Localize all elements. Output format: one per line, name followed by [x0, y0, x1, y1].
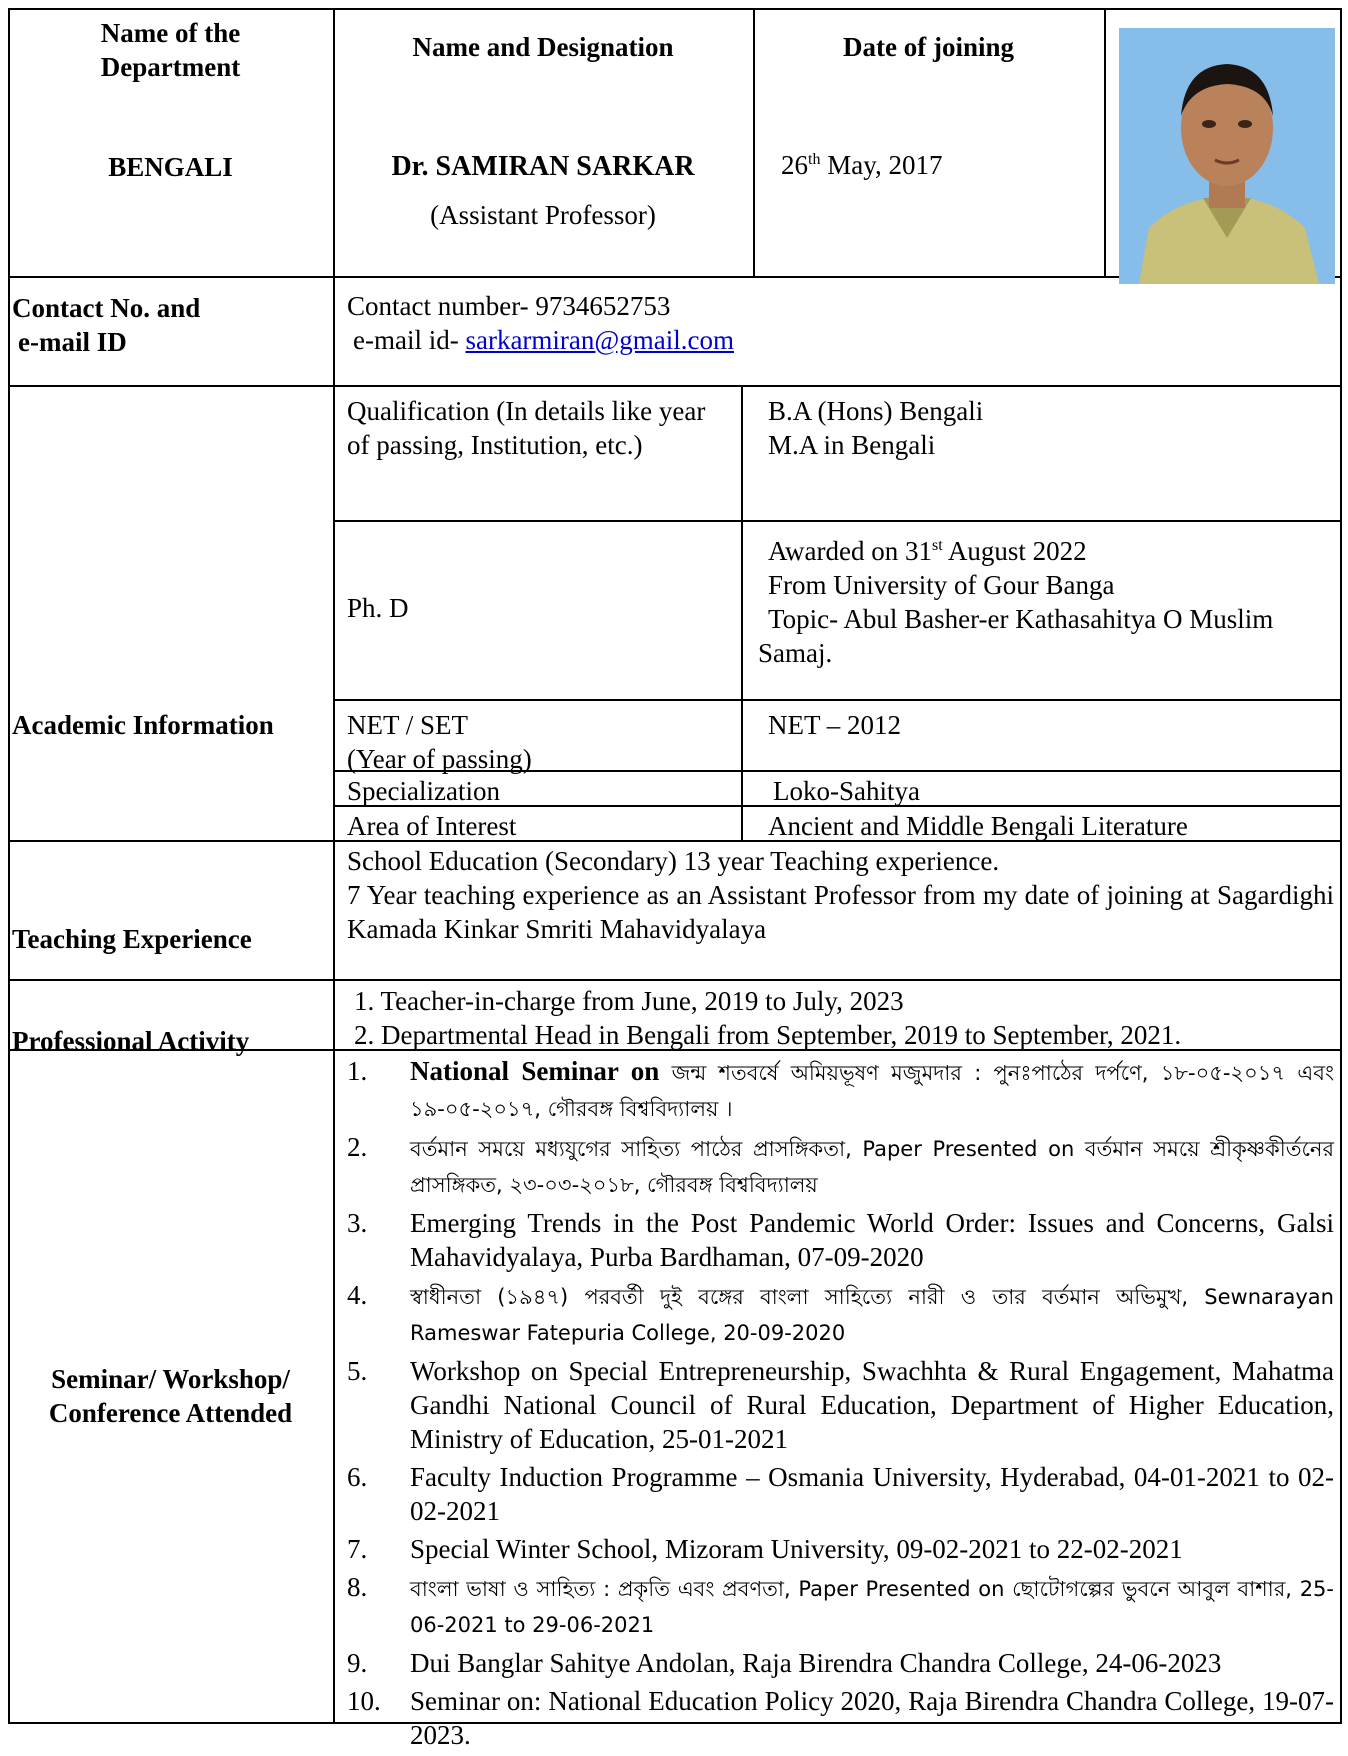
list-item: 7. Special Winter School, Mizoram University, 09-02-2021 to 22-02-2021 — [347, 1534, 1183, 1564]
department-column-header: Name of the Department — [100, 18, 241, 82]
list-item: 6. Faculty Induction Programme – Osmania University, Hyderabad, 04-01-2021 to 02-02-2021 — [347, 1462, 1334, 1526]
person-portrait-icon — [1119, 28, 1335, 284]
specialization-value: Loko-Sahitya — [773, 776, 920, 806]
table-border-top — [8, 8, 1342, 10]
professional-activity-label: Professional Activity — [12, 1026, 250, 1056]
academic-information-label: Academic Information — [12, 710, 274, 740]
row-divider — [8, 385, 1342, 387]
seminar-list — [347, 1054, 1334, 1756]
teaching-experience-text: School Education (Secondary) 13 year Teaching experience. 7 Year teaching experience as an Assistant Professor from my date of joining at Sagardighi Kamada Kinkar Smriti Mahavidyalaya — [347, 846, 1334, 944]
faculty-name-designation — [333, 150, 753, 232]
teaching-experience-label: Teaching Experience — [12, 924, 252, 954]
net-value: NET – 2012 — [768, 710, 901, 740]
list-item: 5. Workshop on Special Entrepreneurship, Swachhta & Rural Engagement, Mahatma Gandhi National Council of Rural Education, Department of Higher Education, Ministry of Education, 25-01-2021 — [347, 1356, 1334, 1454]
list-item: 3. Emerging Trends in the Post Pandemic World Order: Issues and Concerns, Galsi Mahavidyalaya, Purba Bardhaman, 07-09-2020 — [347, 1208, 1334, 1272]
list-item: 1. Teacher-in-charge from June, 2019 to July, 2023 — [354, 986, 904, 1016]
row-divider — [333, 699, 1342, 701]
row-divider — [333, 520, 1342, 522]
column-divider — [333, 8, 335, 1724]
date-column-header: Date of joining — [843, 32, 1014, 62]
row-divider — [8, 979, 1342, 981]
list-item: 10. Seminar on: National Education Policy 2020, Raja Birendra Chandra College, 19-07-2023. — [347, 1686, 1334, 1750]
professional-activity-list — [347, 984, 1181, 1052]
list-item: 1. National Seminar on জন্ম শতবর্ষে অমিয়ভূষণ মজুমদার : পুনঃপাঠের দর্পণে, ১৮-০৫-২০১৭ এবং ১৯-০৫-২০১৭, গৌরবঙ্গ বিশ্ববিদ্যালয় । — [347, 1056, 1335, 1121]
contact-details: Contact number- 9734652753 e-mail id- sarkarmiran@gmail.com — [347, 291, 734, 355]
contact-label: Contact No. and e-mail ID — [12, 293, 201, 357]
table-border-right — [1340, 8, 1342, 1724]
faculty-profile-page — [8, 8, 1342, 1750]
list-item: 8. বাংলা ভাষা ও সাহিত্য : প্রকৃতি এবং প্রবণতা, Paper Presented on ছোটোগল্পের ভুবনে আবুল বাশার, 25-06-2021 to 29-06-2021 — [347, 1572, 1334, 1637]
area-of-interest-value: Ancient and Middle Bengali Literature — [768, 811, 1188, 841]
phd-details: Awarded on 31st August 2022 From University of Gour Banga Topic- Abul Basher-er Kathasahitya O Muslim Samaj. — [758, 536, 1274, 668]
column-divider — [1104, 8, 1106, 277]
area-of-interest-label: Area of Interest — [347, 811, 517, 841]
profile-photo — [1119, 28, 1335, 284]
qualification-label: Qualification (In details like year of passing, Institution, etc.) — [347, 396, 706, 460]
list-item: 2. বর্তমান সময়ে মধ্যযুগের সাহিত্য পাঠের প্রাসঙ্গিকতা, Paper Presented on বর্তমান সময়ে শ্রীকৃষ্ণকীর্তনের প্রাসঙ্গিকত, ২৩-০৩-২০১৮, গৌরবঙ্গ বিশ্ববিদ্যালয় — [347, 1132, 1334, 1197]
list-item: 2. Departmental Head in Bengali from September, 2019 to September, 2021. — [354, 1020, 1182, 1050]
list-item: 4. স্বাধীনতা (১৯৪৭) পরবর্তী দুই বঙ্গের বাংলা সাহিত্যে নারী ও তার বর্তমান অভিমুখ, Sewnarayan Rameswar Fatepuria College, 20-09-2020 — [347, 1280, 1334, 1345]
qualification-value: B.A (Hons) Bengali M.A in Bengali — [768, 396, 984, 460]
column-divider — [741, 385, 743, 841]
name-column-header: Name and Designation — [412, 32, 674, 62]
list-item: 9. Dui Banglar Sahitye Andolan, Raja Birendra Chandra College, 24-06-2023 — [347, 1648, 1222, 1678]
contact-phone: Contact number- 9734652753 — [347, 291, 671, 321]
phd-label: Ph. D — [347, 593, 409, 623]
faculty-designation: (Assistant Professor) — [430, 200, 656, 230]
faculty-name: Dr. SAMIRAN SARKAR — [391, 151, 695, 182]
department-name: BENGALI — [108, 152, 233, 182]
net-label: NET / SET (Year of passing) — [347, 710, 532, 774]
table-border-left — [8, 8, 10, 1724]
specialization-label: Specialization — [347, 776, 500, 806]
email-link[interactable]: sarkarmiran@gmail.com — [465, 325, 734, 355]
joining-date: 26th May, 2017 — [781, 150, 943, 180]
seminar-label: Seminar/ Workshop/ Conference Attended — [48, 1364, 293, 1428]
